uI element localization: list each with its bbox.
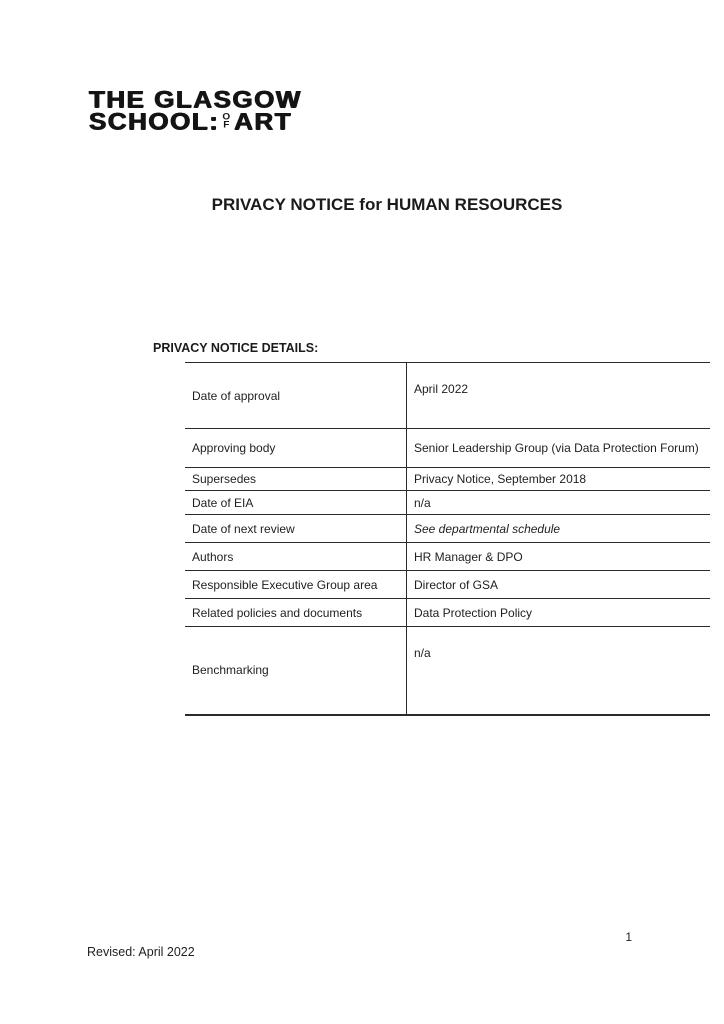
row-label: Date of EIA	[185, 491, 407, 515]
table-row	[185, 571, 710, 599]
logo-line-1: THE GLASGOW	[89, 85, 302, 113]
privacy-notice-details-table	[185, 362, 710, 716]
logo-line-2	[89, 107, 302, 135]
page-number: 1	[625, 930, 632, 944]
logo-art-text: ART	[234, 107, 293, 135]
page-title: PRIVACY NOTICE for HUMAN RESOURCES	[211, 195, 563, 214]
row-label: Supersedes	[185, 468, 407, 491]
row-value: n/a	[414, 495, 431, 510]
row-label: Date of next review	[185, 515, 407, 543]
row-value: See departmental schedule	[414, 521, 561, 536]
table-row	[185, 429, 710, 468]
row-label: Related policies and documents	[185, 599, 407, 627]
table-row	[185, 468, 710, 491]
row-label: Authors	[185, 543, 407, 571]
row-value: Data Protection Policy	[414, 605, 533, 620]
table-row	[185, 627, 710, 715]
table-row	[185, 491, 710, 515]
table-row	[185, 515, 710, 543]
row-label: Date of approval	[185, 363, 407, 429]
logo-of-top: O	[222, 111, 231, 123]
revised-date: Revised: April 2022	[87, 945, 195, 959]
row-value: April 2022	[414, 382, 469, 396]
row-label: Approving body	[185, 429, 407, 468]
table-row	[185, 599, 710, 627]
row-label: Responsible Executive Group area	[185, 571, 407, 599]
table-row	[185, 363, 710, 429]
row-label: Benchmarking	[185, 627, 407, 715]
logo-school-text: SCHOOL:	[89, 107, 220, 135]
logo-of-bottom: F	[223, 120, 230, 131]
row-value: n/a	[414, 646, 431, 660]
row-value: HR Manager & DPO	[414, 549, 523, 564]
row-value: Director of GSA	[414, 577, 499, 592]
logo-of-stack	[222, 113, 230, 130]
section-heading: PRIVACY NOTICE DETAILS:	[153, 341, 319, 355]
row-value: Privacy Notice, September 2018	[414, 472, 587, 486]
gsa-logo	[89, 85, 302, 135]
row-value: Senior Leadership Group (via Data Protection Forum)	[414, 441, 699, 455]
table-row	[185, 543, 710, 571]
